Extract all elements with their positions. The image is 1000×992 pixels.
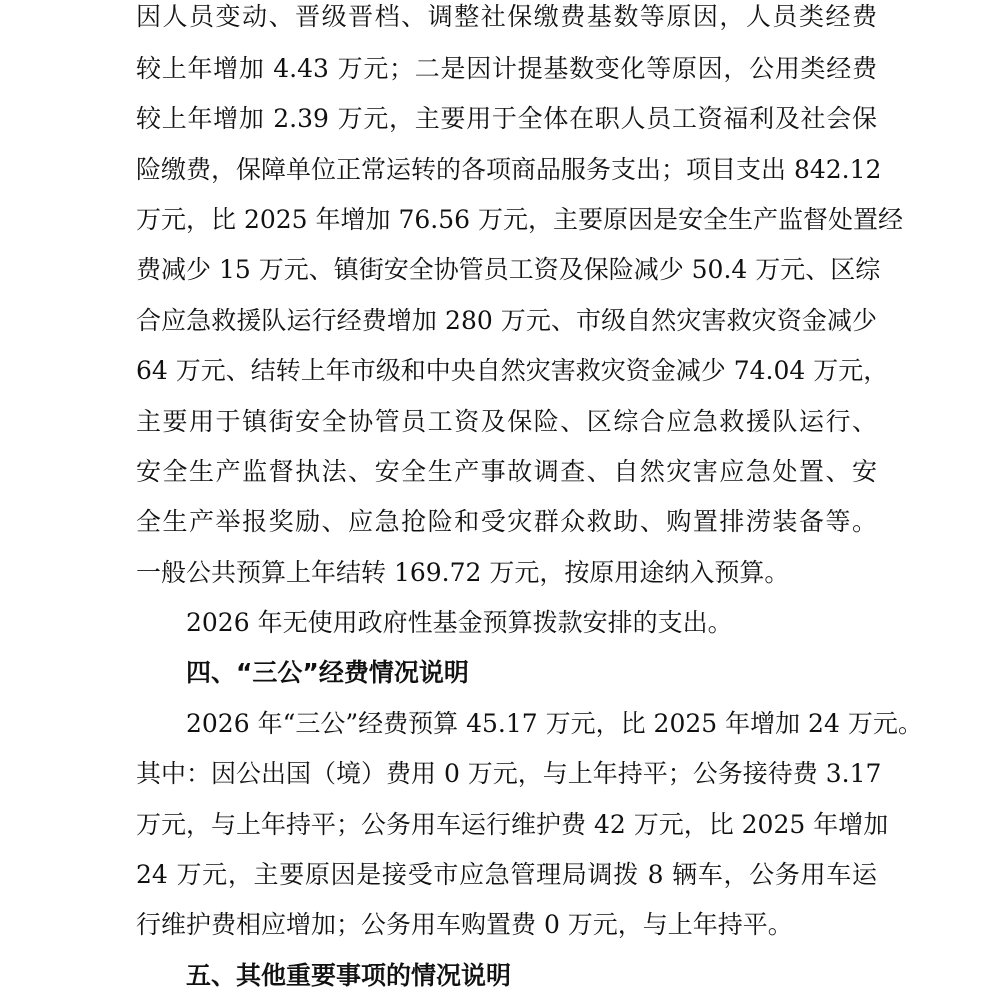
paragraph-line: 一般公共预算上年结转 169.72 万元，按原用途纳入预算。: [136, 558, 790, 587]
paragraph: 2026 年无使用政府性基金预算拨款安排的支出。: [186, 608, 733, 637]
paragraph-line: 较上年增加 2.39 万元，主要用于全体在职人员工资福利及社会保: [136, 104, 877, 133]
paragraph-line: 全生产举报奖励、应急抢险和受灾群众救助、购置排涝装备等。: [136, 507, 877, 536]
section-heading: 四、“三公”经费情况说明: [186, 658, 469, 687]
paragraph-line: 行维护费相应增加；公务用车购置费 0 万元，与上年持平。: [136, 910, 793, 939]
paragraph-line: 因人员变动、晋级晋档、调整社保缴费基数等原因，人员类经费: [136, 2, 877, 31]
paragraph-line: 万元，比 2025 年增加 76.56 万元，主要原因是安全生产监督处置经: [136, 205, 903, 234]
paragraph-line: 主要用于镇街安全协管员工资及保险、区综合应急救援队运行、: [136, 407, 877, 436]
paragraph-line: 24 万元，主要原因是接受市应急管理局调拨 8 辆车，公务用车运: [136, 860, 877, 889]
paragraph-line: 64 万元、结转上年市级和中央自然灾害救灾资金减少 74.04 万元，: [136, 356, 889, 385]
paragraph-line: 其中：因公出国（境）费用 0 万元，与上年持平；公务接待费 3.17: [136, 759, 882, 788]
paragraph-line: 安全生产监督执法、安全生产事故调查、自然灾害应急处置、安: [136, 457, 877, 486]
paragraph-line: 合应急救援队运行经费增加 280 万元、市级自然灾害救灾资金减少: [136, 306, 877, 335]
paragraph-line: 较上年增加 4.43 万元；二是因计提基数变化等原因，公用类经费: [136, 54, 877, 83]
section-heading: 五、其他重要事项的情况说明: [186, 961, 512, 990]
paragraph-line: 2026 年“三公”经费预算 45.17 万元，比 2025 年增加 24 万元。: [186, 709, 923, 738]
paragraph-line: 费减少 15 万元、镇街安全协管员工资及保险减少 50.4 万元、区综: [136, 255, 881, 284]
paragraph-line: 万元，与上年持平；公务用车运行维护费 42 万元，比 2025 年增加: [136, 810, 889, 839]
paragraph-line: 险缴费，保障单位正常运转的各项商品服务支出；项目支出 842.12: [136, 155, 882, 184]
